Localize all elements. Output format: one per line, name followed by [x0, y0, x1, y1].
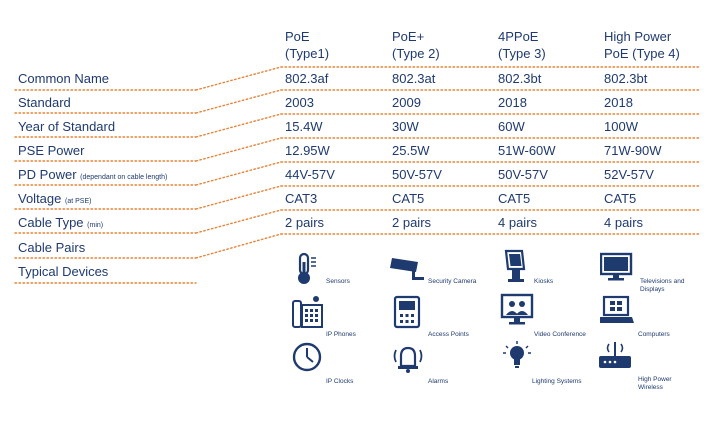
device-label: Video Conference: [534, 331, 586, 338]
wireless-router-icon: [598, 338, 632, 372]
row-label-sub: (at PSE): [65, 198, 92, 205]
header-line1: PoE+: [392, 29, 425, 44]
device-label: Alarms: [428, 378, 449, 385]
header-line2: (Type1): [285, 46, 330, 61]
clock-icon: [292, 342, 326, 376]
header-high-power-type4: [604, 28, 680, 62]
device-label: Sensors: [326, 278, 350, 285]
cell-year-type1: 15.4W: [285, 119, 323, 134]
header-4ppoe-type3: [498, 28, 546, 62]
row-label-pse-power: [18, 143, 84, 158]
device-label: High Power Wireless: [638, 376, 672, 391]
cell-voltage-type3: CAT5: [498, 191, 531, 206]
device-label: Security Camera: [428, 278, 477, 285]
row-label-text: Standard: [18, 95, 71, 110]
row-label-text: Cable Pairs: [18, 240, 86, 255]
row-label-typical-devices: [18, 264, 108, 279]
ip-phone-icon: [292, 295, 326, 329]
cell-common-name-type4: 802.3bt: [604, 71, 648, 86]
row-label-text: PD Power: [18, 167, 77, 182]
row-label-sub: (dependant on cable length): [80, 174, 168, 181]
row-label-standard: [18, 95, 71, 110]
cell-standard-type1: 2003: [285, 95, 314, 110]
cell-common-name-type1: 802.3af: [285, 71, 329, 86]
security-camera-icon: [390, 252, 424, 286]
cell-pd-power-type3: 50V-57V: [498, 167, 548, 182]
header-poe-type1: [285, 28, 329, 62]
cell-voltage-type1: CAT3: [285, 191, 318, 206]
cell-cable-type3: 4 pairs: [498, 215, 538, 230]
header-line2: (Type 3): [498, 46, 546, 61]
video-conference-icon: [500, 293, 534, 327]
device-label: Computers: [638, 331, 670, 338]
device-label: Televisions and Displays: [640, 278, 685, 293]
row-label-text: Cable Type: [18, 215, 84, 230]
alarm-icon: [392, 342, 426, 376]
row-label-common-name: [18, 71, 109, 86]
row-label-text: Typical Devices: [18, 264, 109, 279]
laptop-icon: [600, 295, 634, 329]
row-label-pd-power: [18, 167, 167, 182]
cell-standard-type4: 2018: [604, 95, 633, 110]
device-label: Access Points: [428, 331, 469, 338]
row-label-year-of-standard: [18, 119, 115, 134]
header-poe-plus-type2: [392, 28, 440, 62]
row-label-text: PSE Power: [18, 143, 85, 158]
header-line1: 4PPoE: [498, 29, 539, 44]
cell-pse-power-type1: 12.95W: [285, 143, 330, 158]
cell-year-type4: 100W: [604, 119, 638, 134]
device-label: Kiosks: [534, 278, 554, 285]
cell-pse-power-type2: 25.5W: [392, 143, 430, 158]
thermometer-icon: [292, 252, 326, 286]
cell-year-type3: 60W: [498, 119, 525, 134]
cell-voltage-type4: CAT5: [604, 191, 637, 206]
device-label: IP Clocks: [326, 378, 354, 385]
row-label-cable-type: [18, 215, 103, 230]
header-line1: High Power: [604, 29, 672, 44]
device-label: IP Phones: [326, 331, 356, 338]
device-label: Lighting Systems: [532, 378, 582, 385]
cell-cable-type2: 2 pairs: [392, 215, 432, 230]
cell-voltage-type2: CAT5: [392, 191, 425, 206]
cell-pse-power-type3: 51W-60W: [498, 143, 556, 158]
cell-standard-type3: 2018: [498, 95, 527, 110]
header-line2: (Type 2): [392, 46, 440, 61]
kiosk-icon: [500, 246, 534, 286]
row-label-sub: (min): [87, 222, 104, 229]
cell-cable-type4: 4 pairs: [604, 215, 644, 230]
row-label-text: Common Name: [18, 71, 110, 86]
row-label-text: Voltage: [18, 191, 62, 206]
cell-pd-power-type1: 44V-57V: [285, 167, 335, 182]
cell-standard-type2: 2009: [392, 95, 421, 110]
cell-pd-power-type2: 50V-57V: [392, 167, 442, 182]
header-line2: PoE (Type 4): [604, 46, 680, 61]
television-icon: [600, 252, 634, 286]
row-label-cable-pairs: [18, 240, 85, 255]
cell-year-type2: 30W: [392, 119, 419, 134]
access-point-icon: [393, 295, 427, 329]
row-label-voltage: [18, 191, 91, 206]
cell-cable-type1: 2 pairs: [285, 215, 325, 230]
light-bulb-icon: [500, 340, 534, 374]
cell-common-name-type2: 802.3at: [392, 71, 436, 86]
cell-common-name-type3: 802.3bt: [498, 71, 542, 86]
header-line1: PoE: [285, 29, 310, 44]
row-label-text: Year of Standard: [18, 119, 116, 134]
cell-pse-power-type4: 71W-90W: [604, 143, 662, 158]
cell-pd-power-type4: 52V-57V: [604, 167, 654, 182]
